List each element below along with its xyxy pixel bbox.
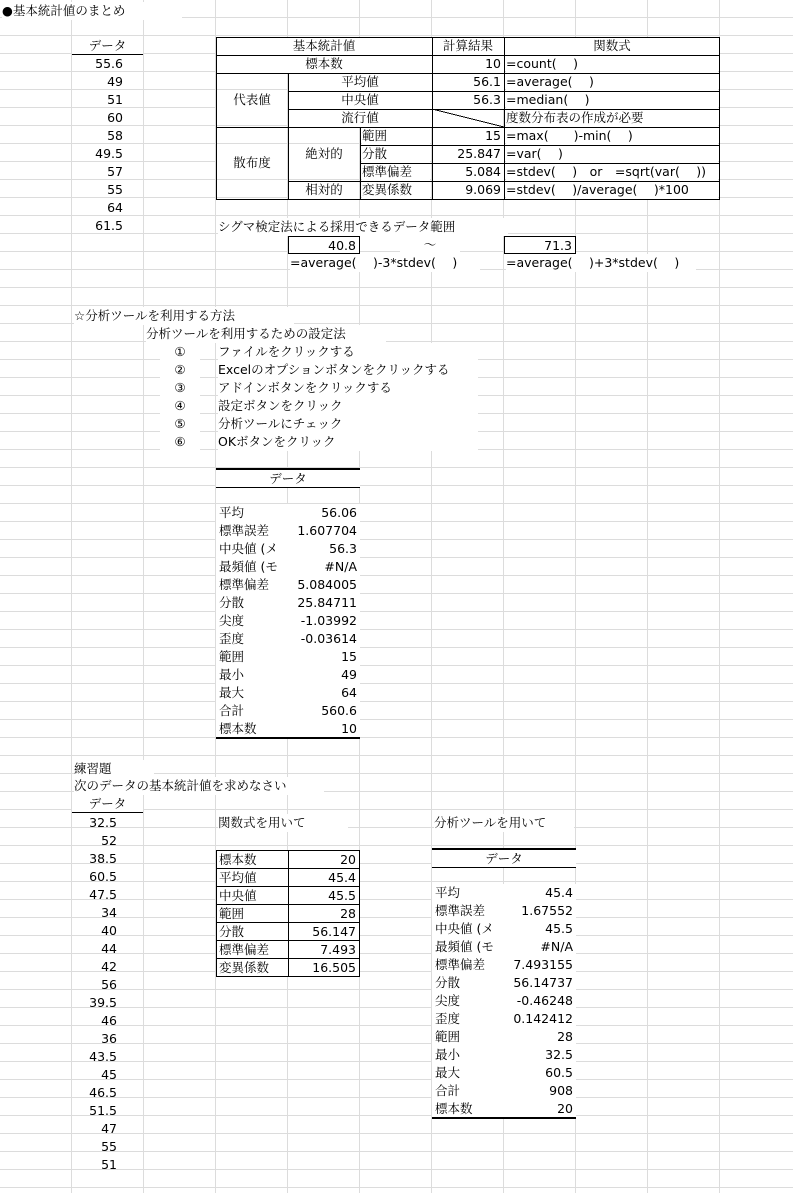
output2-value: 1.67552 (521, 903, 573, 918)
output2-label: 平均 (435, 885, 461, 900)
step-text[interactable]: ファイルをクリックする (218, 343, 478, 361)
output1-value: #N/A (324, 559, 357, 574)
output1-value: 15 (341, 649, 357, 664)
header-result[interactable]: 計算結果 (432, 37, 504, 55)
output1-label: 最小 (219, 667, 245, 682)
stdev-label[interactable]: 標準偏差 (362, 163, 430, 181)
output1-value: 560.6 (321, 703, 357, 718)
exercise-data-cell[interactable]: 40 (101, 923, 117, 938)
output1-row[interactable] (216, 540, 360, 558)
output1-label: 平均 (219, 505, 245, 520)
output2-value: 908 (549, 1083, 573, 1098)
output2-header[interactable]: データ (432, 848, 576, 868)
median-function[interactable]: =median( ) (506, 91, 718, 109)
variance-function[interactable]: =var( ) (506, 145, 718, 163)
tool-section-title[interactable]: 分析ツールを用いて (434, 814, 574, 832)
range-value[interactable]: 15 (432, 127, 504, 145)
output2-label: 最頻値 (モ (435, 939, 494, 954)
output1-label: 標準偏差 (219, 577, 270, 592)
median-label[interactable]: 中央値 (288, 91, 432, 109)
func-label-cell[interactable]: 標本数 (216, 850, 289, 869)
output2-row[interactable] (432, 1028, 576, 1046)
func-label-cell[interactable]: 中央値 (216, 886, 289, 905)
exercise-data-cell[interactable]: 51.5 (89, 1103, 117, 1118)
output1-label: 標準誤差 (219, 523, 270, 538)
mode-value-empty[interactable] (433, 109, 503, 127)
output2-row[interactable] (432, 974, 576, 992)
output1-value: 25.84711 (297, 595, 357, 610)
step-text[interactable]: 分析ツールにチェック (218, 415, 478, 433)
output2-label: 標準誤差 (435, 903, 486, 918)
data-cell[interactable]: 64 (107, 200, 123, 215)
exercise-instruction[interactable]: 次のデータの基本統計値を求めなさい (74, 777, 324, 795)
output1-label: 尖度 (219, 613, 245, 628)
output1-label: 最大 (219, 685, 245, 700)
output2-row[interactable] (432, 902, 576, 920)
absolute-group[interactable]: 絶対的 (289, 145, 359, 163)
cv-label[interactable]: 変異係数 (362, 181, 430, 199)
stdev-value[interactable]: 5.084 (432, 163, 504, 181)
exercise-data-cell[interactable]: 34 (101, 905, 117, 920)
func-value-cell[interactable]: 7.493 (288, 940, 360, 959)
output2-value: #N/A (540, 939, 573, 954)
func-label-cell[interactable]: 範囲 (216, 904, 289, 923)
sigma-high-formula[interactable]: =average( )+3*stdev( ) (506, 254, 696, 272)
output2-label: 最小 (435, 1047, 461, 1062)
step-number[interactable]: ⑤ (160, 415, 200, 433)
output1-value: 10 (341, 721, 357, 736)
sigma-low-value[interactable]: 40.8 (288, 236, 360, 254)
output1-row[interactable] (216, 558, 360, 576)
output1-value: 49 (341, 667, 357, 682)
func-value-cell[interactable]: 28 (288, 904, 360, 923)
func-value-cell[interactable]: 45.5 (288, 886, 360, 905)
output2-value: 0.142412 (513, 1011, 573, 1026)
step-number[interactable]: ② (160, 361, 200, 379)
output2-value: 32.5 (545, 1047, 573, 1062)
output1-row[interactable] (216, 594, 360, 612)
tool-heading[interactable]: ☆分析ツールを利用する方法 (74, 307, 294, 325)
step-text[interactable]: アドインボタンをクリックする (218, 379, 478, 397)
mean-label[interactable]: 平均値 (288, 73, 432, 91)
output2-value: 7.493155 (513, 957, 573, 972)
output1-value: -1.03992 (300, 613, 357, 628)
median-value[interactable]: 56.3 (432, 91, 504, 109)
output2-row[interactable] (432, 1064, 576, 1082)
variance-value[interactable]: 25.847 (432, 145, 504, 163)
count-label[interactable]: 標本数 (216, 55, 432, 73)
step-text[interactable]: 設定ボタンをクリック (218, 397, 478, 415)
exercise-data-cell[interactable]: 55 (101, 1139, 117, 1154)
output1-label: 分散 (219, 595, 245, 610)
func-section-title[interactable]: 関数式を用いて (218, 814, 348, 832)
exercise-data-cell[interactable]: 38.5 (89, 851, 117, 866)
output2-label: 範囲 (435, 1029, 461, 1044)
func-value-cell[interactable]: 20 (288, 850, 360, 869)
output1-label: 範囲 (219, 649, 245, 664)
output1-header[interactable]: データ (216, 468, 360, 488)
output1-value: -0.03614 (300, 631, 357, 646)
output2-label: 標準偏差 (435, 957, 486, 972)
step-number[interactable]: ④ (160, 397, 200, 415)
output1-label: 最頻値 (モ (219, 559, 278, 574)
output2-row[interactable] (432, 884, 576, 902)
output1-row[interactable] (216, 720, 360, 739)
output2-row[interactable] (432, 1010, 576, 1028)
data-column-header[interactable]: データ (72, 37, 143, 55)
output1-value: 56.06 (321, 505, 357, 520)
output2-row[interactable] (432, 1082, 576, 1100)
output1-row[interactable] (216, 684, 360, 702)
exercise-data-cell[interactable]: 47.5 (89, 887, 117, 902)
header-basic-stat[interactable]: 基本統計値 (216, 37, 432, 55)
output1-row[interactable] (216, 702, 360, 720)
output2-row[interactable] (432, 992, 576, 1010)
mean-function[interactable]: =average( ) (506, 73, 718, 91)
step-number[interactable]: ① (160, 343, 200, 361)
data-cell[interactable]: 55 (107, 182, 123, 197)
output1-row[interactable] (216, 630, 360, 648)
output2-label: 標本数 (435, 1101, 473, 1116)
step-number[interactable]: ③ (160, 379, 200, 397)
output2-value: 20 (557, 1101, 573, 1116)
sigma-tilde: ～ (400, 236, 460, 254)
func-value-cell[interactable]: 56.147 (288, 922, 360, 941)
data-cell[interactable]: 60 (107, 110, 123, 125)
func-value-cell[interactable]: 16.505 (288, 958, 360, 977)
output1-value: 5.084005 (297, 577, 357, 592)
sigma-low-formula[interactable]: =average( )-3*stdev( ) (290, 254, 480, 272)
mode-label[interactable]: 流行値 (288, 109, 432, 127)
output2-value: 45.5 (545, 921, 573, 936)
exercise-data-cell[interactable]: 47 (101, 1121, 117, 1136)
func-label-cell[interactable]: 分散 (216, 922, 289, 941)
exercise-data-cell[interactable]: 39.5 (89, 995, 117, 1010)
output2-row[interactable] (432, 1100, 576, 1119)
exercise-data-cell[interactable]: 36 (101, 1031, 117, 1046)
exercise-data-cell[interactable]: 51 (101, 1157, 117, 1172)
tool-subheading[interactable]: 分析ツールを利用するための設定法 (146, 325, 386, 343)
exercise-data-cell[interactable]: 60.5 (89, 869, 117, 884)
output2-row[interactable] (432, 938, 576, 956)
exercise-data-header[interactable]: データ (72, 795, 143, 813)
output2-value: 28 (557, 1029, 573, 1044)
data-cell[interactable]: 61.5 (95, 218, 123, 233)
mode-function[interactable]: 度数分布表の作成が必要 (506, 109, 718, 127)
output2-label: 中央値 (メ (435, 921, 494, 936)
output1-row[interactable] (216, 504, 360, 522)
cv-value[interactable]: 9.069 (432, 181, 504, 199)
mean-value[interactable]: 56.1 (432, 73, 504, 91)
data-cell[interactable]: 51 (107, 92, 123, 107)
stdev-function[interactable]: =stdev( ) or =sqrt(var( )) (506, 163, 718, 181)
output1-row[interactable] (216, 612, 360, 630)
exercise-data-cell[interactable]: 46.5 (89, 1085, 117, 1100)
exercise-data-cell[interactable]: 56 (101, 977, 117, 992)
exercise-data-cell[interactable]: 52 (101, 833, 117, 848)
output1-value: 56.3 (329, 541, 357, 556)
exercise-data-cell[interactable]: 44 (101, 941, 117, 956)
data-cell[interactable]: 58 (107, 128, 123, 143)
output1-value: 1.607704 (297, 523, 357, 538)
output1-label: 合計 (219, 703, 245, 718)
output2-value: -0.46248 (516, 993, 573, 1008)
data-cell[interactable]: 57 (107, 164, 123, 179)
output2-value: 60.5 (545, 1065, 573, 1080)
output2-label: 歪度 (435, 1011, 461, 1026)
func-label-cell[interactable]: 標準偏差 (216, 940, 289, 959)
output2-label: 最大 (435, 1065, 461, 1080)
range-label[interactable]: 範囲 (362, 127, 430, 145)
cv-function[interactable]: =stdev( )/average( )*100 (506, 181, 718, 199)
output2-label: 合計 (435, 1083, 461, 1098)
range-function[interactable]: =max( )-min( ) (506, 127, 718, 145)
exercise-data-cell[interactable]: 43.5 (89, 1049, 117, 1064)
dispersion-group[interactable]: 散布度 (217, 154, 287, 172)
func-label-cell[interactable]: 平均値 (216, 868, 289, 887)
representative-group[interactable]: 代表値 (217, 91, 287, 109)
output2-label: 尖度 (435, 993, 461, 1008)
count-value[interactable]: 10 (432, 55, 504, 73)
output1-label: 中央値 (メ (219, 541, 278, 556)
func-label-cell[interactable]: 変異係数 (216, 958, 289, 977)
output2-row[interactable] (432, 1046, 576, 1064)
exercise-data-cell[interactable]: 46 (101, 1013, 117, 1028)
exercise-title[interactable]: 練習題 (74, 760, 154, 778)
data-cell[interactable]: 49 (107, 74, 123, 89)
output2-value: 45.4 (545, 885, 573, 900)
output2-label: 分散 (435, 975, 461, 990)
relative-group[interactable]: 相対的 (289, 181, 359, 199)
output1-value: 64 (341, 685, 357, 700)
exercise-data-cell[interactable]: 45 (101, 1067, 117, 1082)
step-text[interactable]: Excelのオプションボタンをクリックする (218, 361, 478, 379)
output1-row[interactable] (216, 576, 360, 594)
exercise-data-cell[interactable]: 42 (101, 959, 117, 974)
data-cell[interactable]: 49.5 (95, 146, 123, 161)
output1-label: 標本数 (219, 721, 257, 736)
step-number[interactable]: ⑥ (160, 433, 200, 451)
data-cell[interactable]: 55.6 (95, 56, 123, 71)
page-title[interactable]: ●基本統計値のまとめ (2, 2, 182, 20)
output1-row[interactable] (216, 522, 360, 540)
step-text[interactable]: OKボタンをクリック (218, 433, 478, 451)
count-function[interactable]: =count( ) (506, 55, 718, 73)
sigma-title[interactable]: シグマ検定法による採用できるデータ範囲 (218, 218, 508, 236)
output1-row[interactable] (216, 648, 360, 666)
exercise-data-cell[interactable]: 32.5 (89, 815, 117, 830)
output2-value: 56.14737 (513, 975, 573, 990)
header-function[interactable]: 関数式 (504, 37, 720, 55)
variance-label[interactable]: 分散 (362, 145, 430, 163)
output2-row[interactable] (432, 956, 576, 974)
output1-row[interactable] (216, 666, 360, 684)
output2-row[interactable] (432, 920, 576, 938)
output1-label: 歪度 (219, 631, 245, 646)
sigma-high-value[interactable]: 71.3 (504, 236, 576, 254)
func-value-cell[interactable]: 45.4 (288, 868, 360, 887)
